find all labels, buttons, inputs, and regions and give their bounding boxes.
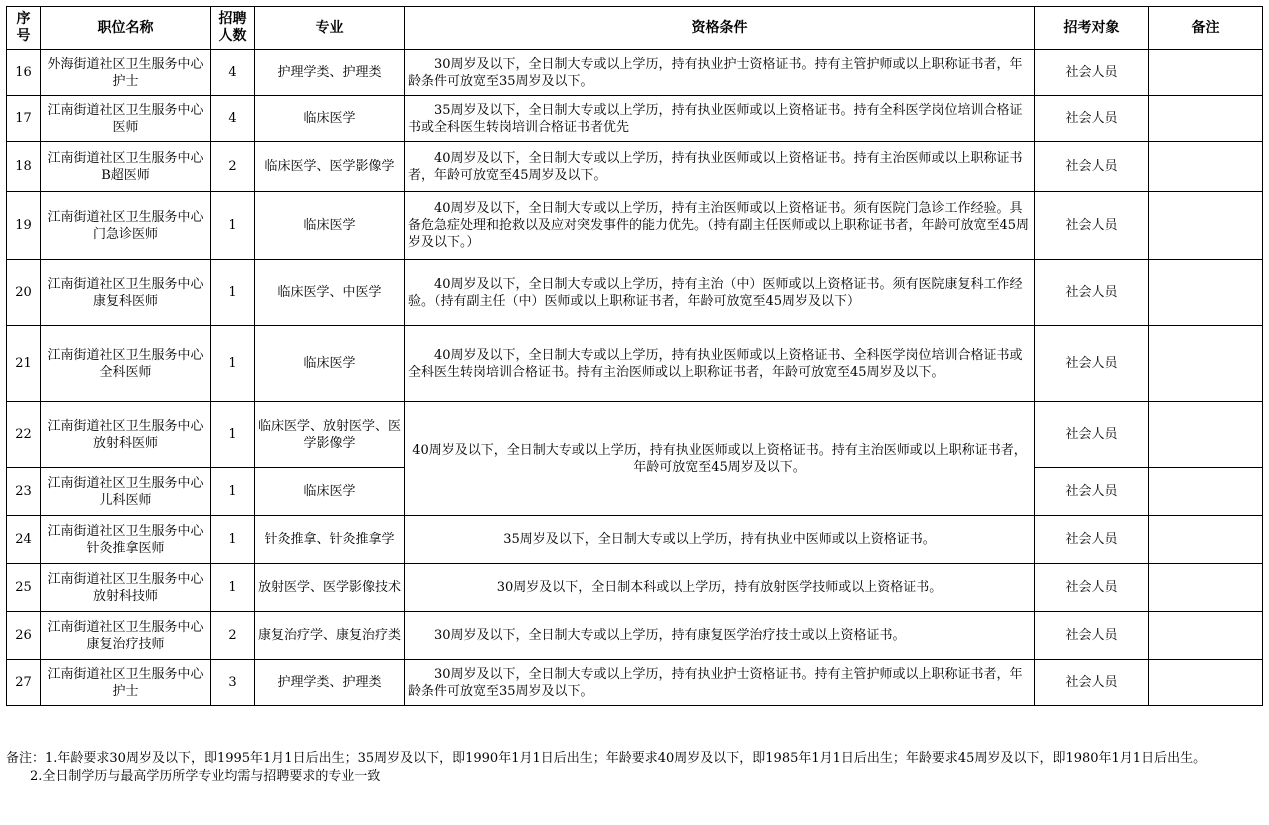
- remark: [1149, 516, 1263, 564]
- table-row: [7, 326, 1263, 402]
- table-row: [7, 96, 1263, 142]
- major: 临床医学: [255, 192, 405, 260]
- position-title: 江南街道社区卫生服务中心B超医师: [41, 142, 211, 192]
- recruit-target: 社会人员: [1035, 96, 1149, 142]
- major: 针灸推拿、针灸推拿学: [255, 516, 405, 564]
- requirements: 40周岁及以下，全日制大专或以上学历，持有主治医师或以上资格证书。须有医院门急诊工作经验。具备危急症处理和抢救以及应对突发事件的能力优先。（持有副主任医师或以上职称证书者，年龄可放宽至45周岁及以下。）: [405, 192, 1035, 260]
- row-number: 18: [7, 142, 41, 192]
- recruit-target: 社会人员: [1035, 660, 1149, 706]
- recruit-target: 社会人员: [1035, 612, 1149, 660]
- remark: [1149, 326, 1263, 402]
- position-title: 江南街道社区卫生服务中心门急诊医师: [41, 192, 211, 260]
- major: 临床医学、中医学: [255, 260, 405, 326]
- header-major: 专业: [255, 7, 405, 50]
- hire-count: 2: [211, 142, 255, 192]
- requirements: 30周岁及以下，全日制大专或以上学历，持有执业护士资格证书。持有主管护师或以上职称证书者，年龄条件可放宽至35周岁及以下。: [405, 660, 1035, 706]
- recruit-target: 社会人员: [1035, 260, 1149, 326]
- header-no: 序 号: [7, 7, 41, 50]
- row-number: 21: [7, 326, 41, 402]
- recruit-target: 社会人员: [1035, 516, 1149, 564]
- header-count: 招聘 人数: [211, 7, 255, 50]
- hire-count: 2: [211, 612, 255, 660]
- row-number: 16: [7, 50, 41, 96]
- remark: [1149, 468, 1263, 516]
- requirements: 30周岁及以下，全日制本科或以上学历，持有放射医学技师或以上资格证书。: [405, 564, 1035, 612]
- row-number: 19: [7, 192, 41, 260]
- remark: [1149, 50, 1263, 96]
- table-row: [7, 564, 1263, 612]
- table-row: [7, 192, 1263, 260]
- table-header-row: [7, 7, 1263, 50]
- remark: [1149, 192, 1263, 260]
- position-title: 江南街道社区卫生服务中心放射科医师: [41, 402, 211, 468]
- major: 临床医学: [255, 96, 405, 142]
- major: 临床医学、放射医学、医学影像学: [255, 402, 405, 468]
- requirements: 30周岁及以下，全日制大专或以上学历，持有执业护士资格证书。持有主管护师或以上职称证书者，年龄条件可放宽至35周岁及以下。: [405, 50, 1035, 96]
- requirements: 40周岁及以下，全日制大专或以上学历，持有执业医师或以上资格证书、全科医学岗位培训合格证书或全科医生转岗培训合格证书。持有主治医师或以上职称证书者，年龄可放宽至45周岁及以下。: [405, 326, 1035, 402]
- row-number: 25: [7, 564, 41, 612]
- row-number: 27: [7, 660, 41, 706]
- hire-count: 4: [211, 50, 255, 96]
- position-title: 江南街道社区卫生服务中心全科医师: [41, 326, 211, 402]
- table-row: [7, 260, 1263, 326]
- position-title: 江南街道社区卫生服务中心儿科医师: [41, 468, 211, 516]
- position-title: 江南街道社区卫生服务中心针灸推拿医师: [41, 516, 211, 564]
- position-title: 江南街道社区卫生服务中心康复科医师: [41, 260, 211, 326]
- hire-count: 4: [211, 96, 255, 142]
- hire-count: 1: [211, 192, 255, 260]
- remark: [1149, 96, 1263, 142]
- header-title: 职位名称: [41, 7, 211, 50]
- recruitment-table: [6, 6, 1263, 706]
- table-row: [7, 612, 1263, 660]
- hire-count: 1: [211, 516, 255, 564]
- major: 临床医学、医学影像学: [255, 142, 405, 192]
- major: 护理学类、护理类: [255, 660, 405, 706]
- requirements: 40周岁及以下，全日制大专或以上学历，持有执业医师或以上资格证书。持有主治医师或以上职称证书者，年龄可放宽至45周岁及以下。: [405, 402, 1035, 516]
- remark: [1149, 660, 1263, 706]
- hire-count: 1: [211, 564, 255, 612]
- hire-count: 1: [211, 326, 255, 402]
- position-title: 江南街道社区卫生服务中心康复治疗技师: [41, 612, 211, 660]
- table-row: [7, 660, 1263, 706]
- header-requirements: 资格条件: [405, 7, 1035, 50]
- requirements: 30周岁及以下，全日制大专或以上学历，持有康复医学治疗技士或以上资格证书。: [405, 612, 1035, 660]
- position-title: 外海街道社区卫生服务中心护士: [41, 50, 211, 96]
- requirements: 35周岁及以下，全日制大专或以上学历，持有执业中医师或以上资格证书。: [405, 516, 1035, 564]
- hire-count: 3: [211, 660, 255, 706]
- footnotes: [6, 750, 1264, 786]
- table-row: [7, 50, 1263, 96]
- table-row: [7, 402, 1263, 468]
- remark: [1149, 612, 1263, 660]
- major: 临床医学: [255, 468, 405, 516]
- position-title: 江南街道社区卫生服务中心放射科技师: [41, 564, 211, 612]
- remark: [1149, 260, 1263, 326]
- footnote-1: 备注：1.年龄要求30周岁及以下，即1995年1月1日后出生；35周岁及以下，即1990年1月1日后出生；年龄要求40周岁及以下，即1985年1月1日后出生；年龄要求45周岁及以下，即1980年1月1日后出生。: [6, 751, 1207, 766]
- major: 康复治疗学、康复治疗类: [255, 612, 405, 660]
- recruit-target: 社会人员: [1035, 326, 1149, 402]
- requirements: 40周岁及以下，全日制大专或以上学历，持有主治（中）医师或以上资格证书。须有医院康复科工作经验。（持有副主任（中）医师或以上职称证书者，年龄可放宽至45周岁及以下）: [405, 260, 1035, 326]
- row-number: 20: [7, 260, 41, 326]
- header-remark: 备注: [1149, 7, 1263, 50]
- position-title: 江南街道社区卫生服务中心护士: [41, 660, 211, 706]
- row-number: 26: [7, 612, 41, 660]
- recruit-target: 社会人员: [1035, 192, 1149, 260]
- recruit-target: 社会人员: [1035, 468, 1149, 516]
- header-target: 招考对象: [1035, 7, 1149, 50]
- requirements: 40周岁及以下，全日制大专或以上学历，持有执业医师或以上资格证书。持有主治医师或以上职称证书者，年龄可放宽至45周岁及以下。: [405, 142, 1035, 192]
- major: 放射医学、医学影像技术: [255, 564, 405, 612]
- hire-count: 1: [211, 260, 255, 326]
- row-number: 17: [7, 96, 41, 142]
- row-number: 22: [7, 402, 41, 468]
- major: 临床医学: [255, 326, 405, 402]
- major: 护理学类、护理类: [255, 50, 405, 96]
- recruit-target: 社会人员: [1035, 142, 1149, 192]
- hire-count: 1: [211, 402, 255, 468]
- hire-count: 1: [211, 468, 255, 516]
- position-title: 江南街道社区卫生服务中心医师: [41, 96, 211, 142]
- remark: [1149, 402, 1263, 468]
- requirements: 35周岁及以下，全日制大专或以上学历，持有执业医师或以上资格证书。持有全科医学岗位培训合格证书或全科医生转岗培训合格证书者优先: [405, 96, 1035, 142]
- recruit-target: 社会人员: [1035, 50, 1149, 96]
- table-row: [7, 142, 1263, 192]
- remark: [1149, 564, 1263, 612]
- recruit-target: 社会人员: [1035, 402, 1149, 468]
- table-row: [7, 516, 1263, 564]
- footnote-2: 2.全日制学历与最高学历所学专业均需与招聘要求的专业一致: [30, 769, 381, 784]
- row-number: 23: [7, 468, 41, 516]
- recruit-target: 社会人员: [1035, 564, 1149, 612]
- row-number: 24: [7, 516, 41, 564]
- remark: [1149, 142, 1263, 192]
